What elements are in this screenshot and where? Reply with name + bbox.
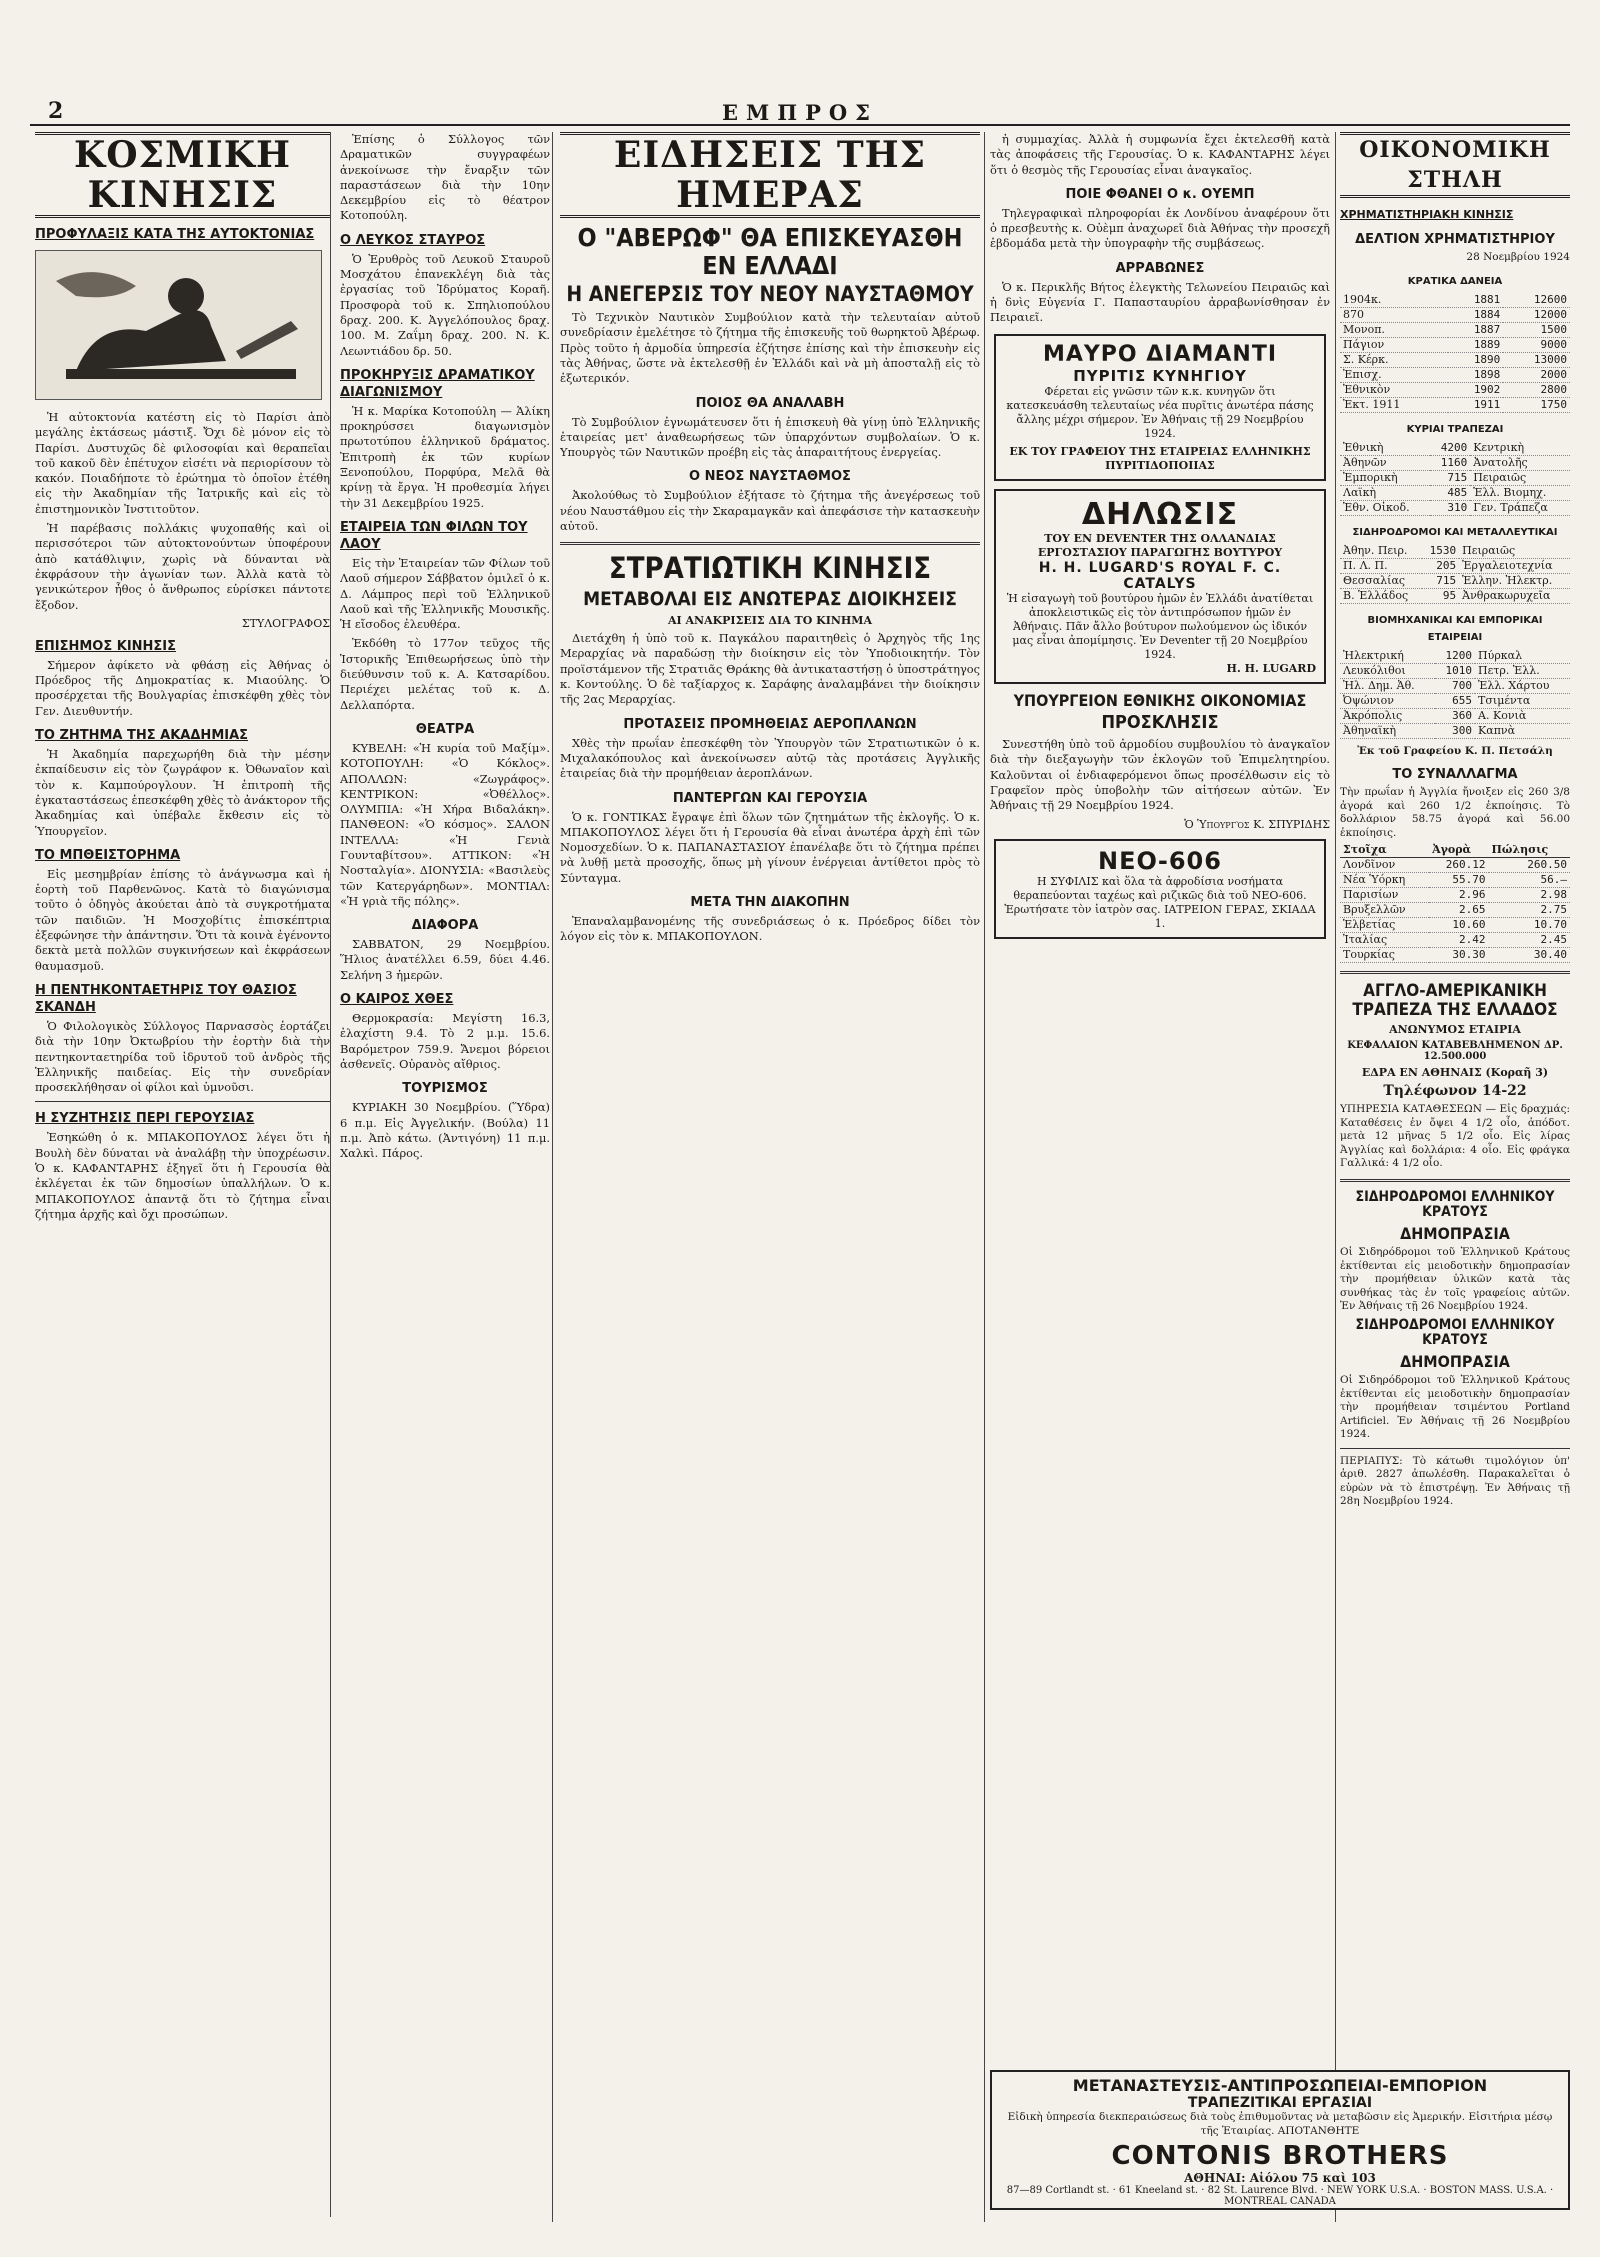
table-cell: 715 — [1422, 573, 1459, 588]
exchange-col-header: Ἀγορὰ — [1429, 843, 1488, 858]
notice-heading: ΥΠΟΥΡΓΕΙΟΝ ΕΘΝΙΚΗΣ ΟΙΚΟΝΟΜΙΑΣ — [1013, 690, 1307, 710]
bank-title: ΑΓΓΛΟ-ΑΜΕΡΙΚΑΝΙΚΗ ΤΡΑΠΕΖΑ ΤΗΣ ΕΛΛΑΔΟΣ — [1352, 981, 1558, 1020]
table-row — [1340, 352, 1570, 367]
table-cell: Ἑλλ. Βιομηχ. — [1470, 485, 1570, 500]
table-cell: 260.12 — [1429, 858, 1488, 873]
divider — [35, 1101, 330, 1102]
table-cell: 310 — [1430, 500, 1470, 515]
ad-subtitle: ΤΟΥ ΕΝ DEVENTER ΤΗΣ ΟΛΛΑΝΔΙΑΣ ΕΡΓΟΣΤΑΣΙΟΥ ΠΑΡΑΓΩΓΗΣ ΒΟΥΤΥΡΟΥ — [1037, 531, 1283, 559]
table-state-loans — [1340, 293, 1570, 413]
bank-address: ΕΔΡΑ ΕΝ ΑΘΗΝΑΙΣ (Κοραῆ 3) — [1361, 1066, 1549, 1080]
divider — [1340, 971, 1570, 974]
rail-body: Οἱ Σιδηρόδρομοι τοῦ Ἑλληνικοῦ Κράτους ἐκτίθενται εἰς μειοδοτικὴν δημοπρασίαν τὴν προμήθειαν τσιμέντου Portland Artificiel. Ἐν Ἀθήναις τῇ 26 Νοεμβρίου 1924. — [1340, 1374, 1570, 1441]
article-heading: ΠΡΟΚΗΡΥΞΙΣ ΔΡΑΜΑΤΙΚΟΥ ΔΙΑΓΩΝΙΣΜΟΥ — [340, 367, 535, 400]
table-cell: Ἐθνικὸν — [1340, 382, 1448, 397]
table-row — [1340, 663, 1570, 678]
table-cell: 2000 — [1503, 367, 1570, 382]
table-cell: Πειραιῶς — [1470, 470, 1570, 485]
ad-title: ΜΕΤΑΝΑΣΤΕΥΣΙΣ-ΑΝΤΙΠΡΟΣΩΠΕΙΑΙ-ΕΜΠΟΡΙΟΝ — [1072, 2076, 1488, 2095]
table-row — [1340, 293, 1570, 308]
table-cell: Βρυξελλῶν — [1340, 903, 1429, 918]
table-row — [1340, 588, 1570, 603]
table-cell: Τσιμέντα — [1475, 693, 1570, 708]
table-cell: Ἐθν. Οἰκοδ. — [1340, 500, 1430, 515]
table-row — [1340, 708, 1570, 723]
table-cell: Πύρκαλ — [1475, 649, 1570, 664]
table-cell: Ἐργαλειοτεχνία — [1459, 558, 1570, 573]
table-row — [1340, 723, 1570, 738]
table-row — [1340, 455, 1570, 470]
table-cell: 2.96 — [1429, 888, 1488, 903]
article-heading: ΤΟ ΜΠΘΕΙΣΤΟΡΗΜΑ — [35, 847, 181, 863]
article-body: Ὁ Ἐρυθρὸς τοῦ Λευκοῦ Σταυροῦ Μοσχάτου ἐπανεκλέγη διὰ τὰς ἐργασίας τοῦ Ἰδρύματος Κοραῆ. Προσφορὰ τοῦ κ. Σπηλιοπούλου δραχ. 200. Κ. Ἀγγελόπουλος δραχ. 100. Μ. Ζαΐμη δραχ. 200. Ν. Κ. Λεωντιάδου δρ. 50. — [340, 251, 550, 358]
article-body: ΚΥΡΙΑΚΗ 30 Νοεμβρίου. (Ὕδρα) 6 π.μ. Εἰς Ἀγγελικήν. (Βούλα) 11 π.μ. Ἀπὸ κάτω. (Ἀντιγόνη) 11 π.μ. Χαλκὶ. Πάρος. — [340, 1100, 550, 1161]
table-cell: Ἀνατολῆς — [1470, 455, 1570, 470]
ad-title: ΔΗΛΩΣΙΣ — [1081, 496, 1239, 532]
bank-phone: Τηλέφωνον 14-22 — [1383, 1083, 1527, 1100]
table-cell: Πειραιῶς — [1459, 544, 1570, 559]
exchange-col-header: Στοῖχα — [1340, 843, 1429, 858]
table-cell: Γεν. Τράπεζα — [1470, 500, 1570, 515]
bank-rates: ΥΠΗΡΕΣΙΑ ΚΑΤΑΘΕΣΕΩΝ — Εἰς δραχμάς: Καταθέσεις ἐν ὄψει 4 1/2 οἷο, ἀπόδοτ. μετὰ 12 μῆνας 5 1/2 οἷο. Εἰς λίρας Ἀγγλίας καὶ δολλάρια: 4 οἷο. Εἰς φράγκα Γαλλικά: 4 1/2 οἷο. — [1340, 1103, 1570, 1170]
article-heading: Ο ΝΕΟΣ ΝΑΥΣΤΑΘΜΟΣ — [689, 469, 851, 485]
table-cell: 2.65 — [1429, 903, 1488, 918]
article-body: Ὁ κ. ΓΟΝΤΙΚΑΣ ἔγραψε ἐπὶ ὅλων τῶν ζητημάτων τῆς ἐκλογῆς. Ὁ κ. ΜΠΑΚΟΠΟΥΛΟΣ λέγει ὅτι ἡ Γερουσία θὰ εἶναι ἀνωτέρα ἀρχὴ ἐπὶ τῶν Νομοσχεδίων. Ὁ κ. ΠΑΠΑΝΑΣΤΑΣΙΟΥ ἐπανέλαβε ὅτι τὸ ζήτημα πρέπει νὰ λυθῇ μετὰ προσοχῆς, ὅπως μὴ γίνουν ἐνέργειαι ἀντίθετοι πρὸς τὸ Σύνταγμα. — [560, 809, 980, 885]
table-heading: ΚΥΡΙΑΙ ΤΡΑΠΕΖΑΙ — [1406, 423, 1504, 435]
article-body: Εἰς τὴν Ἑταιρείαν τῶν Φίλων τοῦ Λαοῦ σήμερον Σάββατον ὁμιλεῖ ὁ κ. Δ. Λάμπρος περὶ τοῦ Ἑλληνικοῦ Λαοῦ καὶ τῆς Ἑλληνικῆς Μουσικῆς. Ἡ εἴσοδος ἐλευθέρα. — [340, 555, 550, 632]
article-body: Τὸ Τεχνικὸν Ναυτικὸν Συμβούλιον κατὰ τὴν τελευταίαν αὐτοῦ συνεδρίασιν ἐμελέτησε τὸ ζήτημα τῆς ἐπισκευῆς τοῦ θωρηκτοῦ Ἀβέρωφ. Πρὸς τοῦτο ἡ ἀρμοδία ὑπηρεσία ἐζήτησε ἐπίσης καὶ τὴν ἐπισκευὴν εἰς τὰς Ἀθήνας, ὥστε νὰ ἐκτελεσθῇ ἐν Ἑλλάδι καὶ νὰ μὴ ἀποσταλῇ εἰς τὸ ἐξωτερικόν. — [560, 310, 980, 386]
ad-body: Ἡ εἰσαγωγὴ τοῦ βουτύρου ἡμῶν ἐν Ἑλλάδι ἀνατίθεται ἀποκλειστικῶς εἰς τὸν ἀντιπρόσωπον ἡμῶν ἐν Ἀθήναις. Πᾶν ἄλλο βούτυρον πωλούμενον ὡς ἰδικόν μας εἶναι ἀπομίμησις. Ἐν Deventer τῇ 20 Νοεμβρίου 1924. — [1006, 591, 1314, 661]
table-cell: 9000 — [1503, 337, 1570, 352]
article-heading: ΜΕΤΑ ΤΗΝ ΔΙΑΚΟΠΗΝ — [690, 895, 850, 910]
table-cell: 870 — [1340, 307, 1448, 322]
table-cell: 1160 — [1430, 455, 1470, 470]
table-cell: 2800 — [1503, 382, 1570, 397]
table-cell: Ἀθηναϊκὴ — [1340, 723, 1435, 738]
section-title-kosmiki: ΚΟΣΜΙΚΗ ΚΙΝΗΣΙΣ — [35, 132, 330, 218]
notice-subheading: ΠΡΟΣΚΛΗΣΙΣ — [1101, 712, 1219, 734]
article-heading: ΠΡΟΤΑΣΕΙΣ ΠΡΟΜΗΘΕΙΑΣ ΑΕΡΟΠΛΑΝΩΝ — [623, 716, 917, 732]
column-economic — [1340, 132, 1570, 2217]
article-body: Ἐκδόθη τὸ 177ον τεῦχος τῆς Ἱστορικῆς Ἐπιθεωρήσεως ὑπὸ τὴν διεύθυνσιν τοῦ κ. Α. Κατσαρίδου. Περιέχει μελέτας τοῦ κ. Δ. Δελλαπόρτα. — [340, 636, 550, 712]
illustration-writer — [35, 250, 322, 400]
ad-body: Η ΣΥΦΙΛΙΣ καὶ ὅλα τὰ ἀφροδίσια νοσήματα θεραπεύονται ταχέως καὶ ριζικῶς διὰ τοῦ ΝΕΟ-606. Ἐρωτήσατε τὸν ἰατρὸν σας. ΙΑΤΡΕΙΟΝ ΓΕΡΑΣ, ΣΚΙΑΔΑ 1. — [1004, 874, 1316, 930]
table-cell: Λαϊκὴ — [1340, 485, 1430, 500]
subsection: ΧΡΗΜΑΤΙΣΤΗΡΙΑΚΗ ΚΙΝΗΣΙΣ — [1340, 208, 1514, 221]
table-cell: 300 — [1435, 723, 1475, 738]
table-heading: ΒΙΟΜΗΧΑΝΙΚΑΙ ΚΑΙ ΕΜΠΟΡΙΚΑΙ ΕΤΑΙΡΕΙΑΙ — [1367, 614, 1543, 643]
table-row — [1340, 337, 1570, 352]
table-industrial — [1340, 649, 1570, 739]
article-body: Ἡ Ἀκαδημία παρεχωρήθη διὰ τὴν μέσην ἐκπαίδευσιν εἰς τὸν ζωγράφον κ. Ὀθωναῖον καὶ τὸν κ. Καμπούρογλουν. Ἡ ἐπιτροπὴ τῆς ἐγκαταστάσεως ἐπεσκέφθη χθὲς τὸ ἀνάκτορον τῆς Ἀκαδημίας καὶ ὑπέβαλε ἔκθεσιν εἰς τὸ Ὑπουργεῖον. — [35, 747, 330, 838]
table-cell: 95 — [1422, 588, 1459, 603]
table-row — [1340, 888, 1570, 903]
article-body: ΣΑΒΒΑΤΟΝ, 29 Νοεμβρίου. Ἥλιος ἀνατέλλει 6.59, δύει 4.46. Σελήνη 3 ἡμερῶν. — [340, 937, 550, 982]
table-cell: Ἀνθρακωρυχεῖα — [1459, 588, 1570, 603]
table-cell: 1530 — [1422, 544, 1459, 559]
ad-footer: ΕΚ ΤΟΥ ΓΡΑΦΕΙΟΥ ΤΗΣ ΕΤΑΙΡΕΙΑΣ ΕΛΛΗΝΙΚΗΣ ΠΥΡΙΤΙΔΟΠΟΙΙΑΣ — [1009, 444, 1311, 472]
table-heading: ΚΡΑΤΙΚΑ ΔΑΝΕΙΑ — [1407, 275, 1503, 287]
table-note: Ἐκ τοῦ Γραφείου Κ. Π. Πετσάλη — [1357, 744, 1553, 757]
table-cell: 260.50 — [1489, 858, 1570, 873]
ad-subtitle: ΠΥΡΙΤΙΣ ΚΥΝΗΓΙΟΥ — [1073, 366, 1247, 385]
article-heading: ΠΟΙΕ ΦΘΑΝΕΙ Ο κ. ΟΥΕΜΠ — [1065, 186, 1255, 202]
table-cell: Ἐμπορικὴ — [1340, 470, 1430, 485]
table-row — [1340, 649, 1570, 664]
table-cell: Καπνὰ — [1475, 723, 1570, 738]
table-cell: Ἠλ. Δημ. Ἀθ. — [1340, 678, 1435, 693]
column-notices — [990, 132, 1330, 2217]
notice-body: Συνεστήθη ὑπὸ τοῦ ἀρμοδίου συμβουλίου τὸ ἀναγκαῖον διὰ τὴν διεξαγωγὴν τῶν ἐκλογῶν τοῦ Ἐπιμελητηρίου. Καλοῦνται οἱ ἐνδιαφερόμενοι ὅπως προσέλθωσιν εἰς τὸ Γραφεῖον πρὸς ὑποβολὴν τῶν αἰτήσεων αὐτῶν. Ἐν Ἀθήναις τῇ 29 Νοεμβρίου 1924. — [990, 737, 1330, 813]
table-cell: Τουρκίας — [1340, 948, 1429, 963]
article-body: Ὁ Φιλολογικὸς Σύλλογος Παρνασσὸς ἑορτάζει διὰ τὴν 10ην Ὀκτωβρίου τὴν ἑορτὴν διὰ τὴν πεντηκονταετηρίδα τοῦ ἱδρυτοῦ τοῦ ἀνδρὸς τῆς Ἑλληνικῆς παιδείας. Εἰς τὴν συνεδρίαν προσεκλήθησαν οἱ φίλοι καὶ ὑμνοῦσι. — [35, 1018, 330, 1095]
table-cell: Ἀθην. Πειρ. — [1340, 544, 1422, 559]
column-announcements — [340, 132, 550, 1242]
bulletin-title: ΔΕΛΤΙΟΝ ΧΡΗΜΑΤΙΣΤΗΡΙΟΥ — [1355, 232, 1555, 247]
table-cell: Ἐθνικὴ — [1340, 441, 1430, 456]
table-cell: 56.— — [1489, 873, 1570, 888]
article-body: Ἐσηκώθη ὁ κ. ΜΠΑΚΟΠΟΥΛΟΣ λέγει ὅτι ἡ Βουλὴ δὲν δύναται νὰ ἀναλάβῃ τὴν ὑποχρέωσιν. Ὁ κ. ΚΑΦΑΝΤΑΡΗΣ ἐξηγεῖ ὅτι ἡ Γερουσία θὰ ἐκλέγεται ἐκ τῶν δημοσίων ὑπαλλήλων. Ὁ κ. ΜΠΑΚΟΠΟΥΛΟΣ ἀπαντᾷ ὅτι τὸ ζήτημα εἶναι ζήτημα ἀρχῆς καὶ ὄχι προσώπων. — [35, 1130, 330, 1221]
table-cell: 1904κ. — [1340, 293, 1448, 308]
table-cell: 1881 — [1448, 293, 1503, 308]
ad-lugard-butter — [994, 489, 1326, 684]
article-heading: ΑΡΡΑΒΩΝΕΣ — [1115, 260, 1205, 276]
theatre-listings: ΚΥΒΕΛΗ: «Ἡ κυρία τοῦ Μαξίμ». ΚΟΤΟΠΟΥΛΗ: «Ὁ Κόκλος». ΑΠΟΛΛΩΝ: «Ζωγράφος». ΚΕΝΤΡΙΚΟΝ: «Ὀθέλλος». ΟΛΥΜΠΙΑ: «Ἡ Χήρα Βιδαλάκη». ΠΑΝΘΕΟΝ: «Ὁ κόσμος». ΣΑΛΟΝ ΙΝΤΕΛΛΑ: «Ἡ Γενιὰ Γουνταβίτσου». ΑΤΤΙΚΟΝ: «Ἡ Νοσταλγία». ΔΙΟΝΥΣΙΑ: «Βασιλεὺς τῶν Κατεργάρηδων». ΜΟΝΤΙΑΛ: «Ἡ γριὰ τῆς πόλης». — [340, 740, 550, 908]
table-row — [1340, 544, 1570, 559]
weather-report: Θερμοκρασία: Μεγίστη 16.3, ἐλαχίστη 9.4. Τὸ 2 μ.μ. 15.6. Βαρόμετρον 759.9. Ἄνεμοι βόρειοι ἀσθενεῖς. Οὐρανὸς αἴθριος. — [340, 1011, 550, 1071]
article-body: Χθὲς τὴν πρωΐαν ἐπεσκέφθη τὸν Ὑπουργὸν τῶν Στρατιωτικῶν ὁ κ. Μιχαλακόπουλος καὶ ἀνεκοίνωσεν αὐτῷ τὰς προτάσεις Ἀγγλικῆς ἑταιρείας διὰ τὴν προμήθειαν ἀεροπλάνων. — [560, 735, 980, 781]
article-heading: ΠΡΟΦΥΛΑΞΙΣ ΚΑΤΑ ΤΗΣ ΑΥΤΟΚΤΟΝΙΑΣ — [35, 227, 315, 242]
table-row — [1340, 918, 1570, 933]
table-cell: 10.70 — [1489, 918, 1570, 933]
table-row — [1340, 500, 1570, 515]
table-cell: Παρισίων — [1340, 888, 1429, 903]
section-title-economic: ΟΙΚΟΝΟΜΙΚΗ ΣΤΗΛΗ — [1340, 132, 1570, 198]
article-body: Εἰς μεσημβρίαν ἐπίσης τὸ ἀνάγνωσμα καὶ ἡ ἑορτὴ τοῦ Παρθενῶνος. Κατὰ τὸ διαγώνισμα τοῦτο ὁ ὁδηγὸς ἀκούεται ἀπὸ τὰ συγκροτήματα τῶν παιδιῶν. Ἡ Μοσχοβίτις ἐπισκέπτρια ἐξεφώνησε τὴν ἀπάντησιν. Ὅτι τὰ κοινὰ ἐγένοντο δεκτὰ μετὰ πολλῶν συγκινήσεων καὶ ἐκφράσεων θαυμασμοῦ. — [35, 866, 330, 973]
table-cell: Ἐλλ. Χάρτου — [1475, 678, 1570, 693]
ad-branches: 87—89 Cortlandt st. · 61 Kneeland st. · 82 St. Laurence Blvd. · NEW YORK U.S.A. · BOSTON MASS. U.S.A. · MONTREAL CANADA — [1006, 2185, 1554, 2207]
table-cell: 2.45 — [1489, 933, 1570, 948]
table-banks — [1340, 441, 1570, 516]
table-cell: 4200 — [1430, 441, 1470, 456]
table-cell: 1884 — [1448, 307, 1503, 322]
exchange-col-header: Πώλησις — [1489, 843, 1570, 858]
table-row — [1340, 678, 1570, 693]
article-heading: ΠΑΝΤΕΡΓΩΝ ΚΑΙ ΓΕΡΟΥΣΙΑ — [672, 790, 868, 806]
divider — [1340, 1179, 1570, 1182]
divider — [560, 542, 980, 545]
table-cell: Πάγιον — [1340, 337, 1448, 352]
byline: ΣΤΥΛΟΓΡΑΦΟΣ — [241, 616, 330, 630]
table-cell: Π. Λ. Π. — [1340, 558, 1422, 573]
article-heading: ΔΙΑΦΟΡΑ — [411, 918, 479, 934]
article-body: Τηλεγραφικαὶ πληροφορίαι ἐκ Λονδίνου ἀναφέρουν ὅτι ὁ πρεσβευτὴς κ. Οὐὲμπ ἀναχωρεῖ διὰ Ἀθήνας τὴν προσεχῆ ἑβδομάδα μετὰ τὴν ὑπογραφὴν τῆς συμβάσεως. — [990, 205, 1330, 251]
table-cell: 13000 — [1503, 352, 1570, 367]
table-row — [1340, 382, 1570, 397]
rail-subtitle: ΔΗΜΟΠΡΑΣΙΑ — [1400, 1351, 1510, 1371]
article-heading: Η ΣΥΖΗΤΗΣΙΣ ΠΕΡΙ ΓΕΡΟΥΣΙΑΣ — [35, 1111, 255, 1127]
table-cell: 1500 — [1503, 322, 1570, 337]
article-body: ἡ συμμαχίας. Ἀλλὰ ἡ συμφωνία ἔχει ἐκτελεσθῆ κατὰ τὰς ἀποφάσεις τῆς Γερουσίας. Ὁ κ. ΚΑΦΑΝΤΑΡΗΣ λέγει ὅτι ὁ θεσμὸς τῆς Γερουσίας εἶναι ἀναγκαῖος. — [990, 132, 1330, 177]
rail-title: ΣΙΔΗΡΟΔΡΟΜΟΙ ΕΛΛΗΝΙΚΟΥ ΚΡΑΤΟΥΣ — [1355, 1188, 1555, 1221]
article-body: Διετάχθη ἡ ὑπὸ τοῦ κ. Παγκάλου παραιτηθεὶς ὁ Ἀρχηγὸς τῆς 1ης Μεραρχίας νὰ παραδώσῃ τὴν διοίκησιν εἰς τὸν Ὑποδιοικητήν. Τὸν προϊστάμενον τῆς Στρατιᾶς Θράκης θὰ ἀντικαταστήσῃ ὁ ὑποστράτηγος κ. Κοντούλης. Ὁ δὲ ταξίαρχος κ. Σαράφης ἀναλαμβάνει τὴν διοίκησιν τῆς 2ας Μεραρχίας. — [560, 631, 980, 707]
table-cell: Ἀκρόπολις — [1340, 708, 1435, 723]
column-rule — [552, 132, 553, 2222]
table-cell: 1898 — [1448, 367, 1503, 382]
bulletin-date: 28 Νοεμβρίου 1924 — [1466, 251, 1570, 263]
table-row — [1340, 903, 1570, 918]
headline-averof: Ο "ΑΒΕΡΩΦ" ΘΑ ΕΠΙΣΚΕΥΑΣΘΗ ΕΝ ΕΛΛΑΔΙ — [577, 223, 963, 280]
ad-contonis-brothers — [990, 2070, 1570, 2210]
table-cell: 30.30 — [1429, 948, 1488, 963]
table-cell: Θεσσαλίας — [1340, 573, 1422, 588]
notice-signature: Ὁ Ὑπουργὸς Κ. ΣΠΥΡΙΔΗΣ — [1184, 817, 1330, 831]
table-cell: 715 — [1430, 470, 1470, 485]
table-row — [1340, 307, 1570, 322]
article-body: Ἡ κ. Μαρίκα Κοτοπούλη — Ἁλίκη προκηρύσσει διαγωνισμὸν πρωτοτύπου ἑλληνικοῦ δράματος. Ἐπιτροπὴ ἐκ τῶν κυρίων Ξενοπούλου, Πορφύρα, Μελᾶ θὰ κρίνῃ τὰ ἔργα. Ἡ προθεσμία λήγει τὴν 31 Δεκεμβρίου 1925. — [340, 403, 550, 510]
table-cell: 1887 — [1448, 322, 1503, 337]
table-row — [1340, 873, 1570, 888]
article-body: Ἐπαναλαμβανομένης τῆς συνεδριάσεως ὁ κ. Πρόεδρος δίδει τὸν λόγον εἰς τὸν κ. ΜΠΑΚΟΠΟΥΛΟΝ. — [560, 914, 980, 944]
table-row — [1340, 367, 1570, 382]
column-rule — [984, 132, 985, 2222]
subheadline-military: ΜΕΤΑΒΟΛΑΙ ΕΙΣ ΑΝΩΤΕΡΑΣ ΔΙΟΙΚΗΣΕΙΣ — [583, 588, 957, 611]
table-cell: Ἐκτ. 1911 — [1340, 397, 1448, 412]
lost-notice: ΠΕΡΙΑΠΥΣ: Τὸ κάτωθι τιμολόγιον ὑπ' ἀριθ. 2827 ἀπωλέσθη. Παρακαλεῖται ὁ εὑρὼν νὰ τὸ ἐπιστρέψῃ. Ἐν Ἀθήναις τῇ 28η Νοεμβρίου 1924. — [1340, 1454, 1570, 1508]
table-row — [1340, 573, 1570, 588]
column-social-news — [35, 132, 331, 2217]
table-cell: Μονοπ. — [1340, 322, 1448, 337]
table-cell: 485 — [1430, 485, 1470, 500]
table-cell: 360 — [1435, 708, 1475, 723]
table-cell: 2.75 — [1489, 903, 1570, 918]
article-body: Τὸ Συμβούλιον ἐγνωμάτευσεν ὅτι ἡ ἐπισκευὴ θὰ γίνῃ ὑπὸ Ἑλληνικῆς ἑταιρείας μετ' ἀναθεωρήσεως τῶν ὑπαρχόντων συμβολαίων. Ὁ κ. Υπουργὸς τῶν Ναυτικῶν προέβη εἰς τὰς ἀπαραιτήτους ἐνεργείας. — [560, 414, 980, 460]
exchange-intro: Τὴν πρωΐαν ἡ Ἀγγλία ἤνοιξεν εἰς 260 3/8 ἀγορά καὶ 260 1/2 ἐκποίησις. Τὸ δολλάριον 58.75 ἀγορά καὶ 56.00 ἐκποίησις. — [1340, 786, 1570, 839]
bank-capital: ΚΕΦΑΛΑΙΟΝ ΚΑΤΑΒΕΒΛΗΜΕΝΟΝ ΔΡ. 12.500.000 — [1347, 1040, 1563, 1063]
table-cell: Β. Ἑλλάδος — [1340, 588, 1422, 603]
table-cell: 1889 — [1448, 337, 1503, 352]
ad-signature: H. H. LUGARD — [1226, 661, 1316, 675]
article-heading: ΕΤΑΙΡΕΙΑ ΤΩΝ ΦΙΛΩΝ ΤΟΥ ΛΑΟΥ — [340, 519, 528, 552]
exchange-table — [1340, 843, 1570, 963]
table-cell: 12600 — [1503, 293, 1570, 308]
table-cell: Ἑλλην. Ἠλεκτρ. — [1459, 573, 1570, 588]
table-row — [1340, 470, 1570, 485]
subheadline-naval-base: Η ΑΝΕΓΕΡΣΙΣ ΤΟΥ ΝΕΟΥ ΝΑΥΣΤΑΘΜΟΥ — [566, 282, 974, 306]
table-cell: Σ. Κέρκ. — [1340, 352, 1448, 367]
rail-title: ΣΙΔΗΡΟΔΡΟΜΟΙ ΕΛΛΗΝΙΚΟΥ ΚΡΑΤΟΥΣ — [1355, 1316, 1555, 1349]
article-body: Ἡ αὐτοκτονία κατέστη εἰς τὸ Παρίσι ἀπὸ μεγάλης ἐκτάσεως μάστιξ. Ὄχι δὲ μόνον εἰς τὸ Παρίσι. Δυστυχῶς δὲ φιλοσοφίαι καὶ θεραπεῖαι τοῦ κακοῦ δὲν ἐπέτυχον εἰσέτι νὰ περιορίσουν τὸ κακόν. Ποιαδήποτε τὸ ἐρώτημα τὸ ὁποῖον ἐτέθη εἰς τὴν Ἀκαδημίαν τῆς Ἰατρικῆς καὶ εἰς τὸ ἐπιστημονικὸν Ἰνστιτοῦτον. — [35, 410, 330, 516]
table-cell: 1010 — [1435, 663, 1475, 678]
page-number: 2 — [48, 98, 64, 124]
table-cell: Α. Κονιὰ — [1475, 708, 1570, 723]
article-heading: ΕΠΙΣΗΜΟΣ ΚΙΝΗΣΙΣ — [35, 638, 177, 654]
article-heading: ΤΟΥΡΙΣΜΟΣ — [402, 1081, 488, 1097]
article-heading: ΤΟ ΖΗΤΗΜΑ ΤΗΣ ΑΚΑΔΗΜΙΑΣ — [35, 728, 249, 744]
column-daily-news — [560, 132, 980, 2217]
headline-military: ΣΤΡΑΤΙΩΤΙΚΗ ΚΙΝΗΣΙΣ — [608, 551, 932, 586]
table-row — [1340, 948, 1570, 963]
rail-subtitle: ΔΗΜΟΠΡΑΣΙΑ — [1400, 1223, 1510, 1243]
table-cell: 30.40 — [1489, 948, 1570, 963]
table-row — [1340, 933, 1570, 948]
ad-title: ΝΕΟ-606 — [1098, 846, 1222, 875]
table-row — [1340, 397, 1570, 412]
table-row — [1340, 558, 1570, 573]
ad-mavro-diamanti — [994, 334, 1326, 481]
article-body: Ἀκολούθως τὸ Συμβούλιον ἐξήτασε τὸ ζήτημα τῆς ἀνεγέρσεως τοῦ νέου Ναυστάθμου εἰς τὴν Σκαραμαγκᾶν καὶ ἀπεφάσισε τὴν κατασκευὴν αὐτοῦ. — [560, 488, 980, 534]
table-cell: Ἀθηνῶν — [1340, 455, 1430, 470]
article-body: Ὁ κ. Περικλῆς Βήτος ἐλεγκτὴς Τελωνείου Πειραιῶς καὶ ἡ δνὶς Εὐγενία Γ. Παπασταυρίου ἀρραβωνίσθησαν ἐν Πειραιεῖ. — [990, 279, 1330, 325]
ad-brand: H. H. LUGARD'S ROYAL F. C. CATALYS — [1038, 559, 1282, 592]
ad-body: Εἰδικὴ ὑπηρεσία διεκπεραιώσεως διὰ τοὺς ἐπιθυμοῦντας νὰ μεταβῶσιν εἰς Ἀμερικήν. Εἰσιτήρια μέσῳ τῆς Ἑταιρίας. ΑΠΟΤΑΝΘΗΤΕ — [1007, 2111, 1553, 2137]
article-body: Σήμερον ἀφίκετο νὰ φθάσῃ εἰς Ἀθήνας ὁ Πρόεδρος τῆς Δημοκρατίας κ. Μιαούλης. Ὁ προσέρχεται τῆς Βουλγαρίας ἐπισκέφθη χθὲς τὸν Γεν. Διευθυντήν. — [35, 657, 330, 718]
article-body: Ἡ παρέβασις πολλάκις ψυχοπαθής καὶ οἱ περισσότεροι τῶν αὐτοκτονούντων ὑποφέρουν ἀπὸ κατάθλιψιν, χωρὶς νὰ δύνανται νὰ ἐκφράσουν τὴν ἀγωνίαν των. Ἀλλὰ κατὰ τὸ γενικώτερον ἦθος ὁ ἄνθρωπος εὑρίσκει πάντοτε ἔξοδον. — [35, 521, 330, 612]
table-cell: 1750 — [1503, 397, 1570, 412]
table-cell: Κεντρικὴ — [1470, 441, 1570, 456]
ad-title: ΜΑΥΡΟ ΔΙΑΜΑΝΤΙ — [1042, 341, 1278, 367]
table-cell: 1200 — [1435, 649, 1475, 664]
table-cell: Νέα Ὑόρκη — [1340, 873, 1429, 888]
subheading: ΑΙ ΑΝΑΚΡΙΣΕΙΣ ΔΙΑ ΤΟ ΚΙΝΗΜΑ — [667, 614, 873, 628]
article-body: Ἐπίσης ὁ Σύλλογος τῶν Δραματικῶν συγγραφέων ἀνεκοίνωσε τὴν ἔναρξιν τῶν παραστάσεων διὰ τὴν 10ην Δεκεμβρίου εἰς τὸ θέατρον Κοτοπούλη. — [340, 132, 550, 223]
table-row — [1340, 322, 1570, 337]
ad-subtitle: ΤΡΑΠΕΖΙΤΙΚΑΙ ΕΡΓΑΣΙΑΙ — [1187, 2095, 1373, 2111]
column-rule — [1335, 132, 1336, 2222]
table-cell: 55.70 — [1429, 873, 1488, 888]
table-cell: Λευκόλιθοι — [1340, 663, 1435, 678]
table-railways — [1340, 544, 1570, 604]
table-cell: 1911 — [1448, 397, 1503, 412]
table-cell: Ἰταλίας — [1340, 933, 1429, 948]
table-cell: 1902 — [1448, 382, 1503, 397]
article-heading: Ο ΚΑΙΡΟΣ ΧΘΕΣ — [340, 992, 454, 1008]
article-heading: ΘΕΑΤΡΑ — [415, 721, 475, 737]
table-row — [1340, 693, 1570, 708]
table-cell: Πετρ. Ἐλλ. — [1475, 663, 1570, 678]
table-cell: 655 — [1435, 693, 1475, 708]
ad-body: Φέρεται εἰς γνῶσιν τῶν κ.κ. κυνηγῶν ὅτι κατεσκευάσθη τελευταίως νέα πυρῖτις ἀνωτέρα πάσης ἄλλης μέχρι σήμερον. Ἐν Ἀθήναις τῇ 29 Νοεμβρίου 1924. — [1006, 384, 1314, 440]
article-heading: Η ΠΕΝΤΗΚΟΝΤΑΕΤΗΡΙΣ ΤΟΥ ΘΑΣΙΟΣ ΣΚΑΝΔΗ — [35, 982, 297, 1015]
ad-neo-606 — [994, 839, 1326, 939]
divider — [1340, 1448, 1570, 1449]
rail-body: Οἱ Σιδηρόδρομοι τοῦ Ἑλληνικοῦ Κράτους ἐκτίθενται εἰς μειοδοτικὴν δημοπρασίαν τὴν προμήθειαν ὑλικῶν κατὰ τὰς συνθήκας τὰς ἐν τοῖς γραφείοις αὐτῶν. Ἐν Ἀθήναις τῇ 26 Νοεμβρίου 1924. — [1340, 1246, 1570, 1313]
table-cell: Ἠλεκτρική — [1340, 649, 1435, 664]
bank-subtitle: ΑΝΩΝΥΜΟΣ ΕΤΑΙΡΙΑ — [1389, 1023, 1521, 1037]
table-cell: Ὀψώνιον — [1340, 693, 1435, 708]
newspaper-title: ΕΜΠΡΟΣ — [721, 100, 878, 125]
table-cell: 2.42 — [1429, 933, 1488, 948]
table-cell: Ἑλβετίας — [1340, 918, 1429, 933]
table-cell: 10.60 — [1429, 918, 1488, 933]
table-cell: Ἐπισχ. — [1340, 367, 1448, 382]
table-cell: Λονδῖνον — [1340, 858, 1429, 873]
table-cell: 700 — [1435, 678, 1475, 693]
ad-brand: CONTONIS BROTHERS — [1111, 2141, 1449, 2171]
exchange-heading: ΤΟ ΣΥΝΑΛΛΑΓΜΑ — [1392, 767, 1518, 782]
table-row — [1340, 441, 1570, 456]
table-row — [1340, 858, 1570, 873]
table-cell: 2.98 — [1489, 888, 1570, 903]
section-title-eidiseis: ΕΙΔΗΣΕΙΣ ΤΗΣ ΗΜΕΡΑΣ — [560, 132, 980, 218]
table-cell: 205 — [1422, 558, 1459, 573]
masthead — [30, 98, 1570, 126]
article-heading: Ο ΛΕΥΚΟΣ ΣΤΑΥΡΟΣ — [340, 232, 486, 248]
table-cell: 12000 — [1503, 307, 1570, 322]
article-heading: ΠΟΙΟΣ ΘΑ ΑΝΑΛΑΒΗ — [695, 395, 845, 411]
table-heading: ΣΙΔΗΡΟΔΡΟΜΟΙ ΚΑΙ ΜΕΤΑΛΛΕΥΤΙΚΑΙ — [1352, 526, 1558, 538]
table-row — [1340, 485, 1570, 500]
ad-address: ΑΘΗΝΑΙ: Αἰόλου 75 καὶ 103 — [1184, 2171, 1376, 2185]
table-cell: 1890 — [1448, 352, 1503, 367]
